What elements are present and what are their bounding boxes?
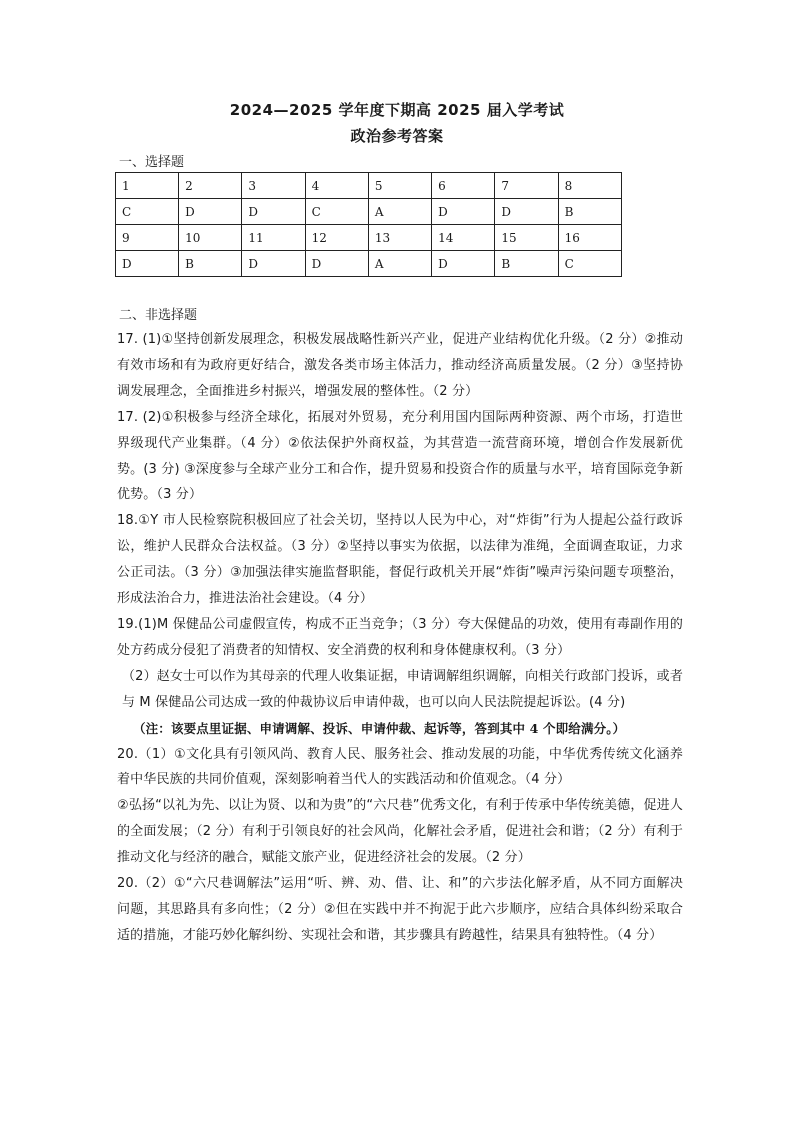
table-cell: D [495,199,558,225]
table-row [116,251,622,277]
answer-17-2: 17. (2)①积极参与经济全球化，拓展对外贸易，充分利用国内国际两种资源、两个市场，打造世界级现代产业集群。（4 分）②依法保护外商权益，为其营造一流营商环境，增创合作发展新优势。(3 分) ③深度参与全球产业分工和合作，提升贸易和投资合作的质量与水平，培育国际竞争新优势。（3 分） [117,409,683,503]
table-cell: B [179,251,242,277]
table-cell: 5 [368,173,431,199]
table-cell: C [116,199,179,225]
answer-20-2: 20.（2）①“六尺巷调解法”运用“听、辨、劝、借、让、和”的六步法化解矛盾，从不同方面解决问题，其思路具有多向性；（2 分）②但在实践中并不拘泥于此六步顺序，应结合具体纠纷采取合适的措施，才能巧妙化解纠纷、实现社会和谐，其步骤具有跨越性，结果具有独特性。（4 分） [117,876,683,943]
table-cell: D [116,251,179,277]
table-cell: D [432,199,495,225]
table-cell: 7 [495,173,558,199]
table-cell: C [305,199,368,225]
table-cell: 9 [116,225,179,251]
answer-19-2: （2）赵女士可以作为其母亲的代理人收集证据，申请调解组织调解，向相关行政部门投诉，或者与 M 保健品公司达成一致的仲裁协议后申请仲裁，也可以向人民法院提起诉讼。(4 分) [122,668,683,710]
table-row [116,199,622,225]
answer-18: 18.①Y 市人民检察院积极回应了社会关切，坚持以人民为中心，对“炸街”行为人提起公益行政诉讼，维护人民群众合法权益。（3 分）②坚持以事实为依据，以法律为准绳，全面调查取证，力求公正司法。（3 分）③加强法律实施监督职能，督促行政机关开展“炸街”噪声污染问题专项整治，形成法治合力，推进法治社会建设。（4 分） [117,513,683,607]
table-cell: 2 [179,173,242,199]
answer-19-1: 19.(1)M 保健品公司虚假宣传，构成不正当竞争；（3 分）夸大保健品的功效，使用有毒副作用的处方药成分侵犯了消费者的知情权、安全消费的权利和身体健康权利。（3 分） [117,616,683,658]
exam-subtitle: 政治参考答案 [350,127,444,145]
answer-20-1-part2: ②弘扬“以礼为先、以让为贤、以和为贵”的“六尺巷”优秀文化，有利于传承中华传统美德，促进人的全面发展；（2 分）有利于引领良好的社会风尚，化解社会矛盾，促进社会和谐；（2 分）有利于推动文化与经济的融合，赋能文旅产业，促进经济社会的发展。（2 分） [117,798,683,866]
section-heading-choice: 一、选择题 [119,155,185,170]
table-cell: 10 [179,225,242,251]
table-cell: D [305,251,368,277]
table-cell: 15 [495,225,558,251]
table-cell: 8 [558,173,621,199]
answer-20-1-part1: 20.（1）①文化具有引领风尚、教育人民、服务社会、推动发展的功能，中华优秀传统文化涵养着中华民族的共同价值观，深刻影响着当代人的实践活动和价值观念。（4 分） [117,746,683,788]
table-cell: D [242,199,305,225]
table-cell: A [368,199,431,225]
table-cell: C [558,251,621,277]
table-row [116,173,622,199]
table-cell: B [495,251,558,277]
table-cell: 11 [242,225,305,251]
table-cell: D [432,251,495,277]
table-cell: B [558,199,621,225]
table-cell: 12 [305,225,368,251]
table-cell: D [179,199,242,225]
table-cell: D [242,251,305,277]
table-cell: 1 [116,173,179,199]
exam-title: 2024—2025 学年度下期高 2025 届入学考试 [229,101,565,119]
table-cell: 16 [558,225,621,251]
answer-17-1: 17. (1)①坚持创新发展理念，积极发展战略性新兴产业，促进产业结构优化升级。（2 分）②推动有效市场和有为政府更好结合，激发各类市场主体活力，推动经济高质量发展。（2 分）③坚持协调发展理念，全面推进乡村振兴，增强发展的整体性。（2 分） [117,332,683,399]
choice-answer-table [115,172,622,277]
table-cell: 6 [432,173,495,199]
scoring-note: （注：该要点里证据、申请调解、投诉、申请仲裁、起诉等，答到其中 4 个即给满分。） [133,720,626,736]
table-cell: 3 [242,173,305,199]
section-heading-nonchoice: 二、非选择题 [119,308,198,323]
table-cell: 14 [432,225,495,251]
table-cell: 4 [305,173,368,199]
table-row [116,225,622,251]
table-cell: 13 [368,225,431,251]
answer-body [117,327,683,949]
table-cell: A [368,251,431,277]
